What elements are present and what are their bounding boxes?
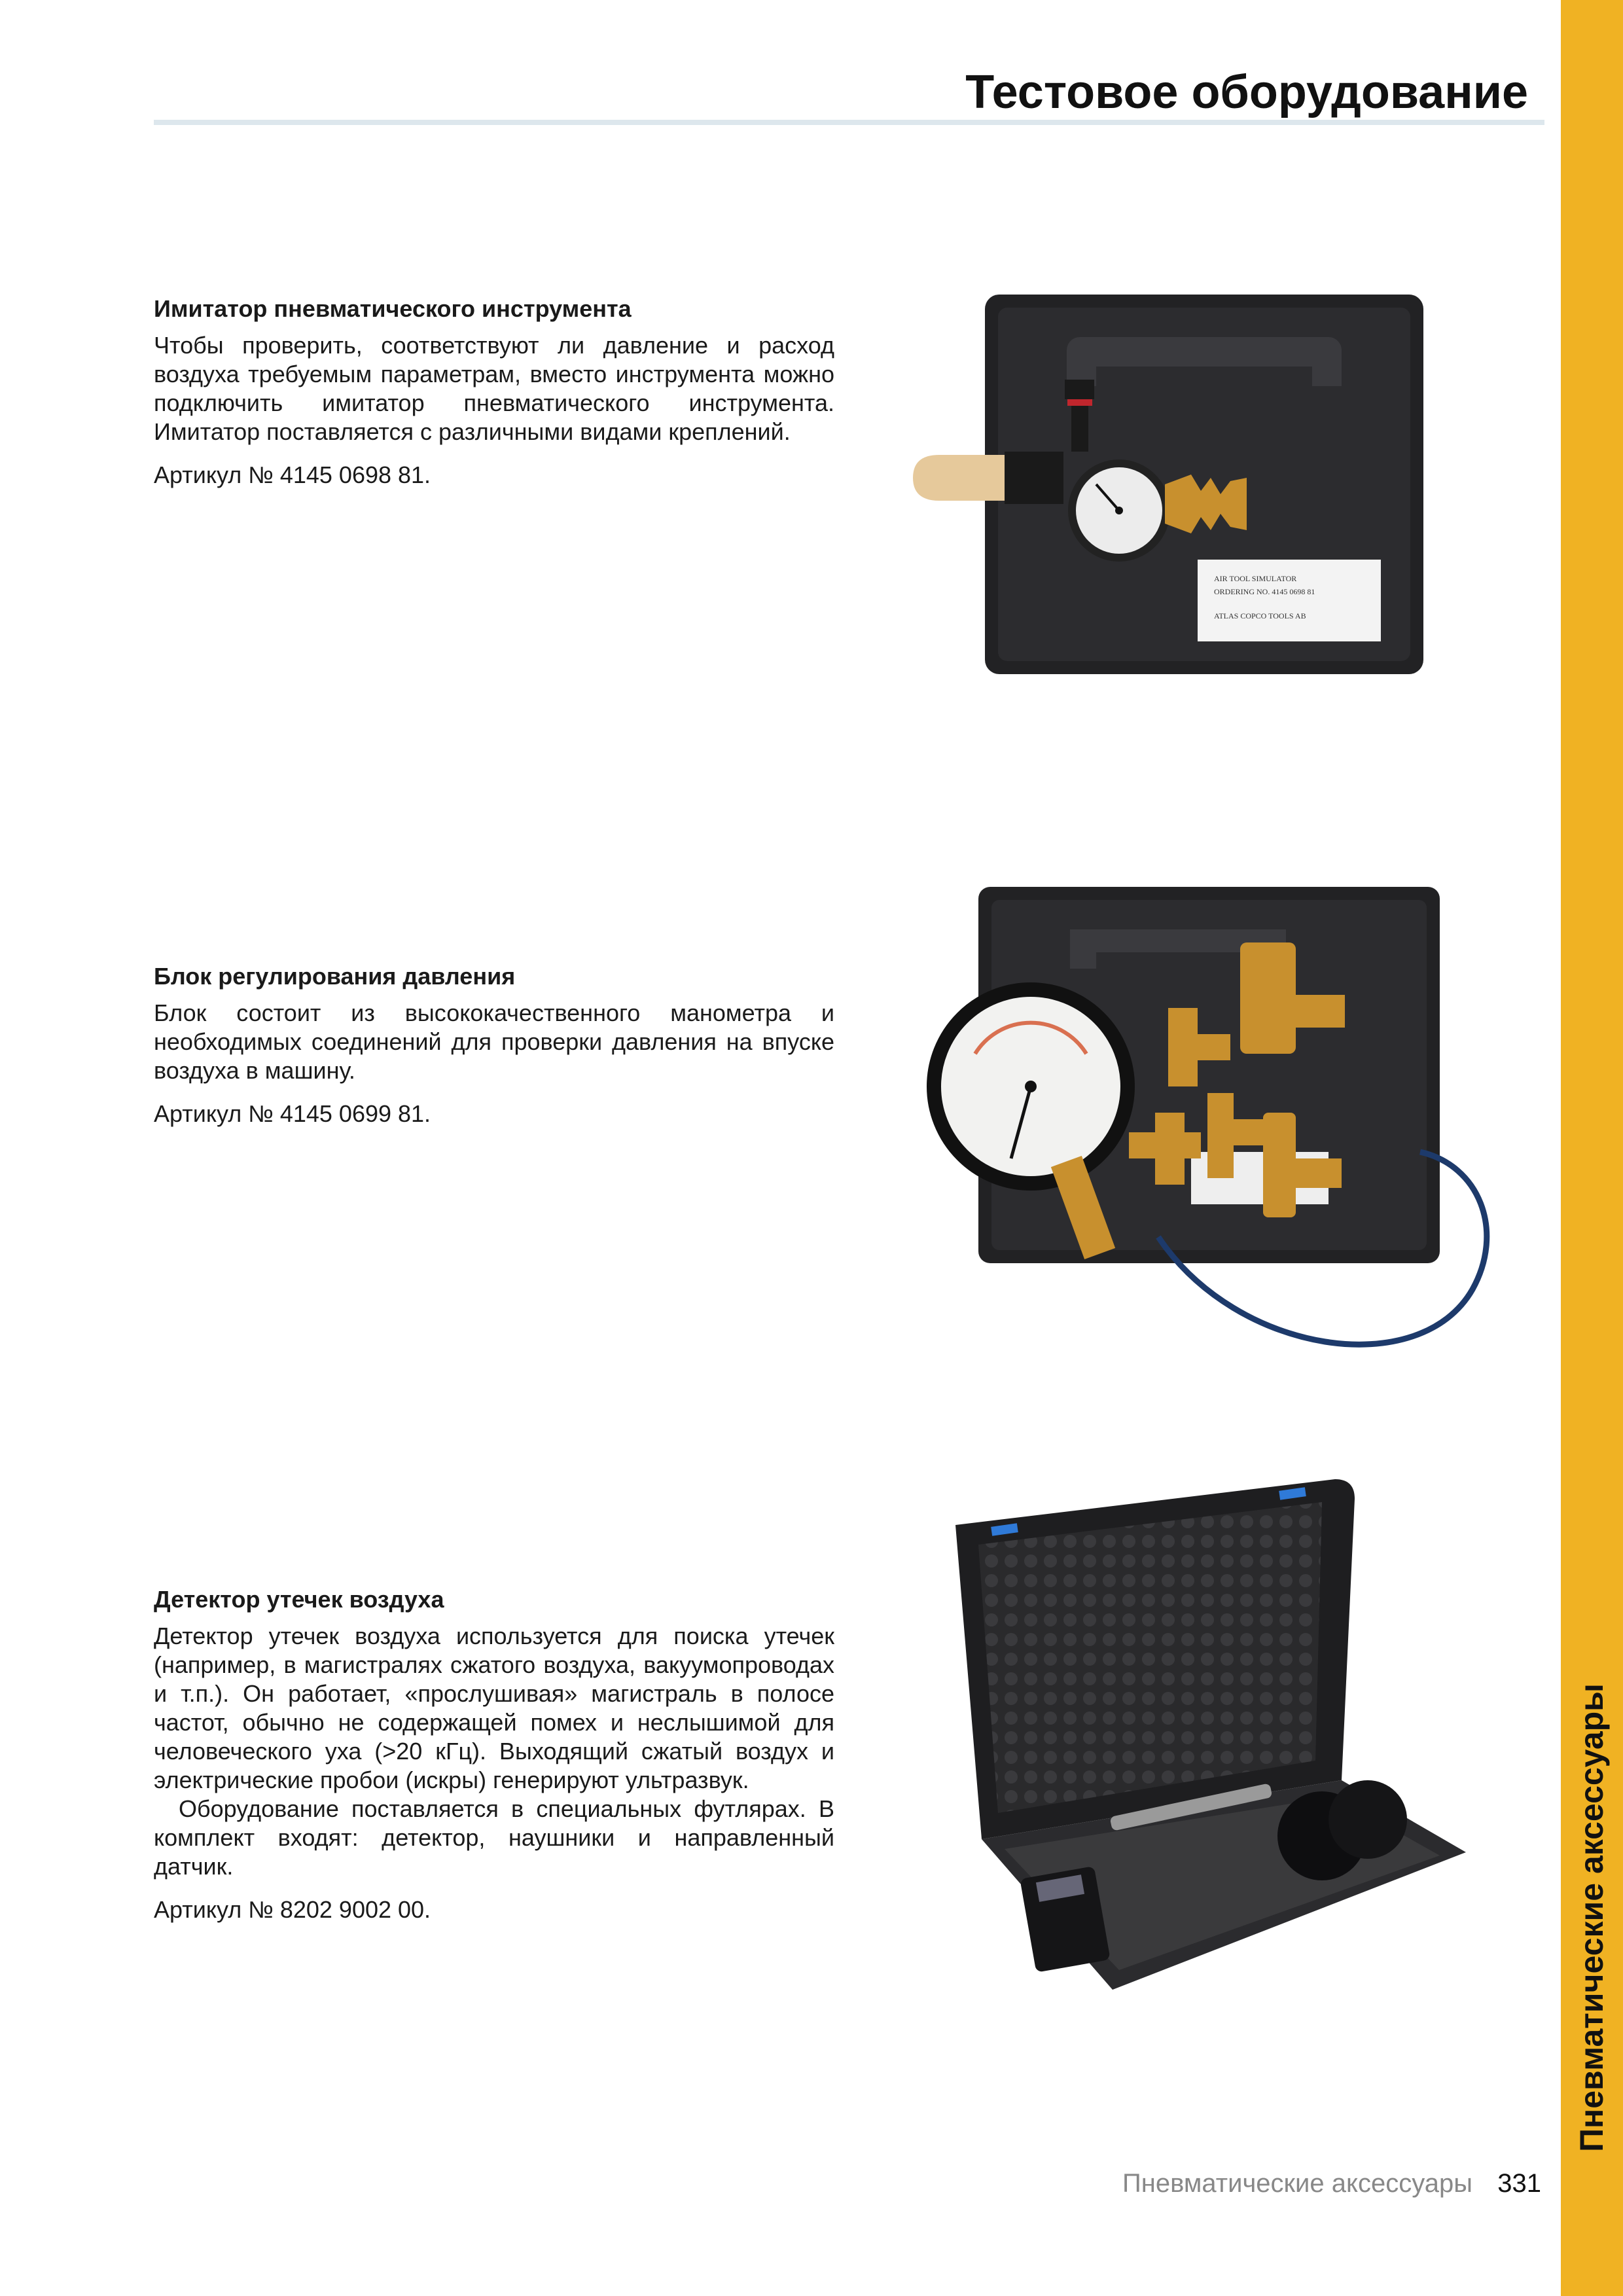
product-leak-detector bbox=[154, 1585, 834, 1924]
page-title: Тестовое оборудование bbox=[965, 66, 1528, 118]
product-air-tool-simulator bbox=[154, 295, 834, 490]
product-title: Имитатор пневматического инструмента bbox=[154, 295, 632, 322]
case-label-line2: ORDERING NO. 4145 0698 81 bbox=[1214, 587, 1315, 596]
product-description: Блок состоит из высококачественного манометра и необходимых соединений для проверки давления на впуске воздуха в машину. bbox=[154, 999, 834, 1084]
product-article: Артикул № 4145 0698 81. bbox=[154, 461, 431, 488]
footer-section: Пневматические аксессуары bbox=[1122, 2169, 1472, 2198]
page-number: 331 bbox=[1497, 2169, 1541, 2198]
product-article: Артикул № 8202 9002 00. bbox=[154, 1896, 431, 1923]
product-title: Блок регулирования давления bbox=[154, 963, 516, 990]
case-label-line3: ATLAS COPCO TOOLS AB bbox=[1214, 611, 1306, 620]
product-description-2: Оборудование поставляется в специальных футлярах. В комплект входят: детектор, наушники и направленный датчик. bbox=[154, 1795, 834, 1880]
regulator-knob bbox=[1065, 380, 1094, 399]
air-tool-simulator-photo bbox=[913, 288, 1436, 687]
muffler bbox=[913, 455, 1011, 501]
product-description: Чтобы проверить, соответствуют ли давление и расход воздуха требуемым параметрам, вместо инструмента можно подключить имитатор пневматического инструмента. Имитатор поставляется с различными видами креплений. bbox=[154, 332, 834, 445]
case-label bbox=[1198, 560, 1381, 641]
product-description: Детектор утечек воздуха используется для поиска утечек (например, в магистралях сжатого воздуха, вакуумопроводах и т.п.). Он работает, «прослушивая» магистраль в полосе частот, обычно не содержащей помех и неслышимой для человеческого уха (>20 кГц). Выходящий сжатый воздух и электрические пробои (искры) генерируют ультразвук. bbox=[154, 1623, 834, 1793]
case-label-line1: AIR TOOL SIMULATOR bbox=[1214, 574, 1297, 583]
regulator-body bbox=[1005, 452, 1063, 504]
foam-lining bbox=[978, 1502, 1322, 1813]
product-title: Детектор утечек воздуха bbox=[154, 1586, 444, 1613]
side-tab-label: Пневматические аксессуары bbox=[1573, 1683, 1610, 2152]
product-article: Артикул № 4145 0699 81. bbox=[154, 1100, 431, 1127]
regulator-lock bbox=[1067, 399, 1092, 406]
pressure-block-photo bbox=[897, 884, 1525, 1427]
product-pressure-block bbox=[154, 962, 834, 1128]
title-rule bbox=[154, 120, 1544, 125]
leak-detector-photo bbox=[942, 1473, 1479, 2016]
